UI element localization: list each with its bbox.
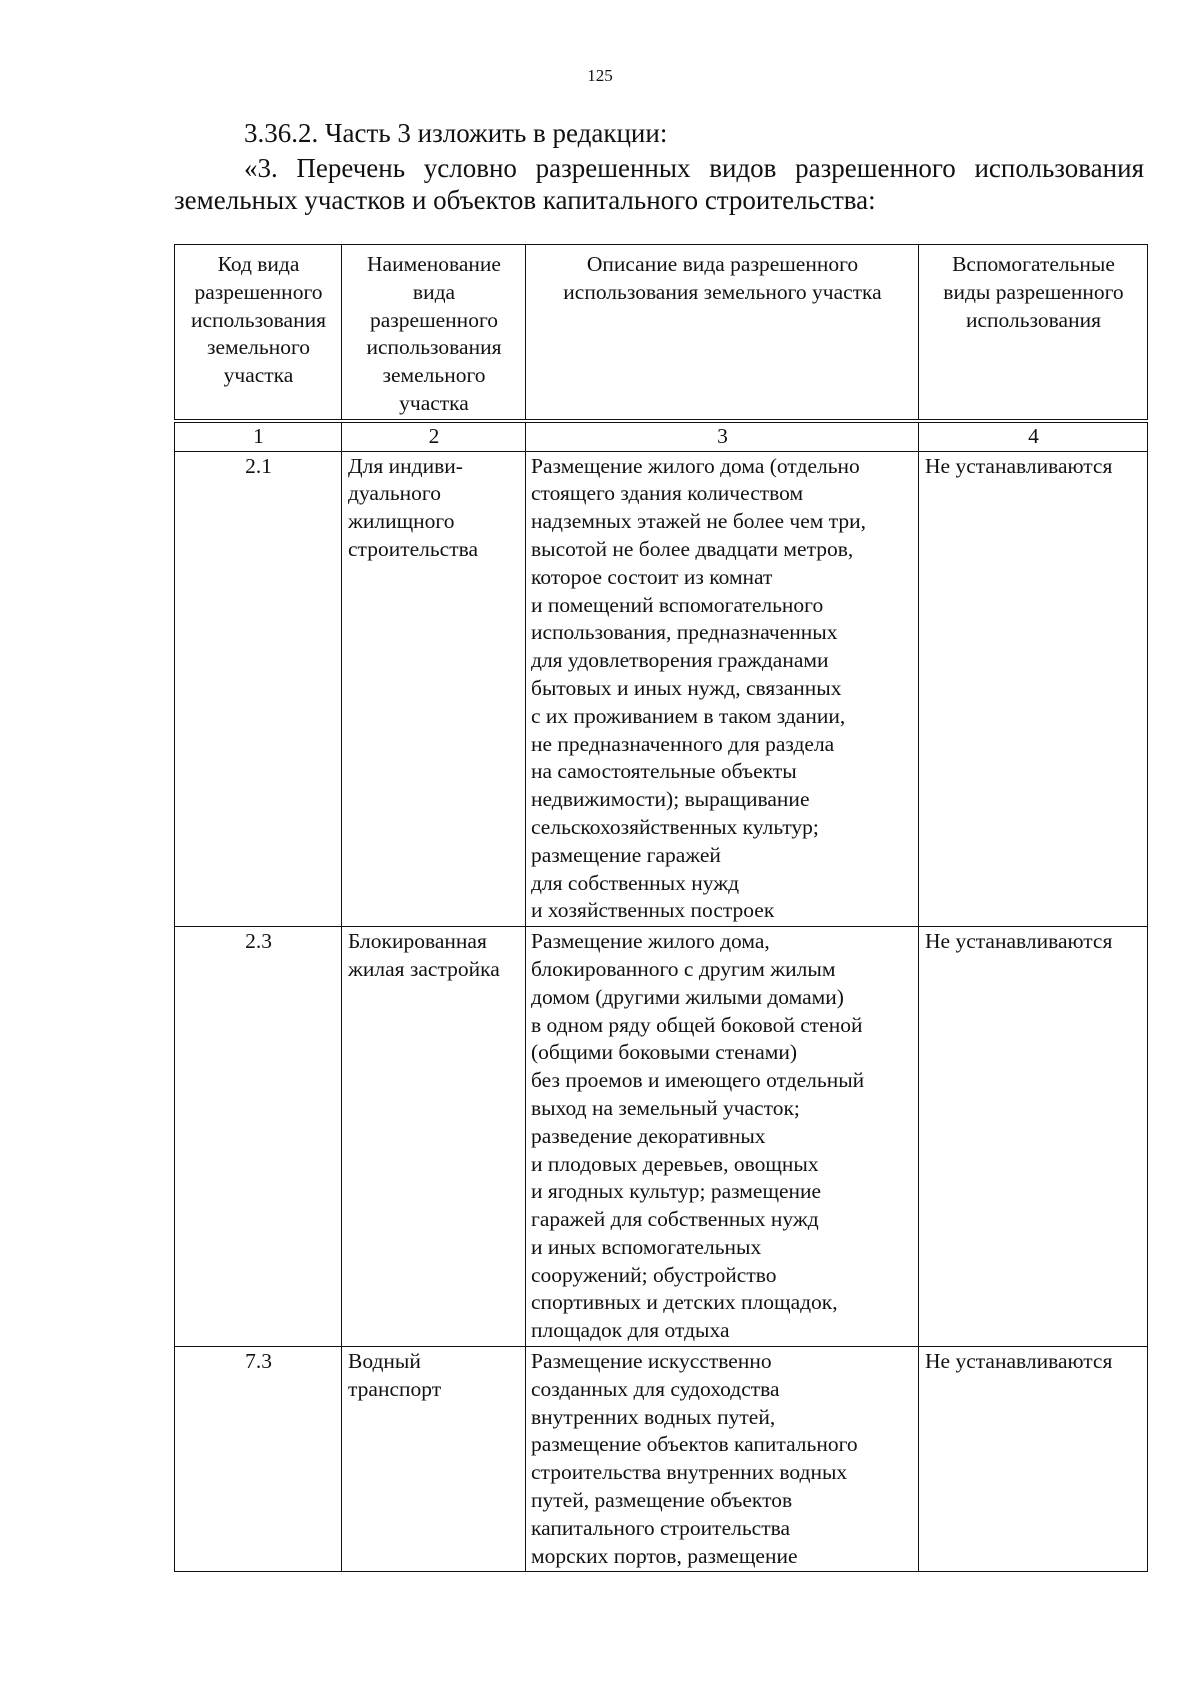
use-description: Размещение искусственно созданных для судоходства внутренних водных путей, размещение объектов капитального строительства внутренних водных путей, размещение объектов капитального строительства морских портов, размещение (526, 1347, 919, 1572)
column-number: 2 (342, 421, 526, 451)
permitted-uses-table (174, 244, 1148, 1572)
header-code: Код вида разрешенного использования земельного участка (175, 245, 342, 421)
use-code: 2.1 (175, 451, 342, 927)
auxiliary-uses: Не устанавливаются (919, 927, 1148, 1347)
auxiliary-uses: Не устанавливаются (919, 1347, 1148, 1572)
use-code: 7.3 (175, 1347, 342, 1572)
use-name: Водный транспорт (342, 1347, 526, 1572)
use-code: 2.3 (175, 927, 342, 1347)
column-number: 1 (175, 421, 342, 451)
list-title: «3. Перечень условно разрешенных видов разрешенного использования земельных участков и объектов капитального строительства: (174, 153, 1144, 215)
use-description: Размещение жилого дома, блокированного с другим жилым домом (другими жилыми домами) в одном ряду общей боковой стеной (общими боковыми стенами) без проемов и имеющего отдельный выход на земельный участок; разведение декоративных и плодовых деревьев, овощных и ягодных культур; размещение гаражей для собственных нужд и иных вспомогательных сооружений; обустройство спортивных и детских площадок, площадок для отдыха (526, 927, 919, 1347)
header-name: Наименование вида разрешенного использования земельного участка (342, 245, 526, 421)
use-name: Блокированная жилая застройка (342, 927, 526, 1347)
auxiliary-uses: Не устанавливаются (919, 451, 1148, 927)
table-row (175, 927, 1148, 1347)
use-name: Для индиви- дуального жилищного строительства (342, 451, 526, 927)
amendment-heading: 3.36.2. Часть 3 изложить в редакции: (244, 118, 668, 148)
column-number: 3 (526, 421, 919, 451)
table-header-row (175, 245, 1148, 421)
table-row (175, 1347, 1148, 1572)
column-number-row (175, 421, 1148, 451)
table-row (175, 451, 1148, 927)
header-description: Описание вида разрешенного использования земельного участка (526, 245, 919, 421)
header-auxiliary: Вспомогательные виды разрешенного использования (919, 245, 1148, 421)
column-number: 4 (919, 421, 1148, 451)
page-number: 125 (587, 66, 613, 85)
use-description: Размещение жилого дома (отдельно стоящего здания количеством надземных этажей не более чем три, высотой не более двадцати метров, которое состоит из комнат и помещений вспомогательного использования, предназначенных для удовлетворения гражданами бытовых и иных нужд, связанных с их проживанием в таком здании, не предназначенного для раздела на самостоятельные объекты недвижимости); выращивание сельскохозяйственных культур; размещение гаражей для собственных нужд и хозяйственных построек (526, 451, 919, 927)
